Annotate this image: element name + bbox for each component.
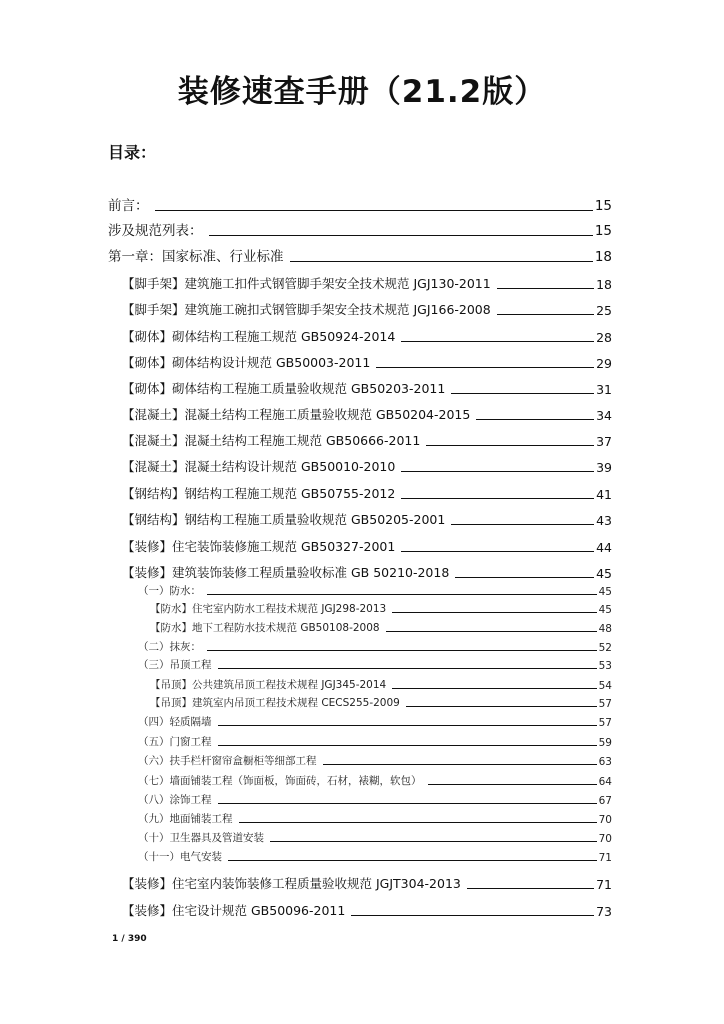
toc-entry-title: 涉及规范列表： bbox=[108, 223, 203, 239]
toc-entry-page: 59 bbox=[598, 737, 612, 749]
toc-entry-title: 【砌体】砌体结构工程施工质量验收规范 GB50203-2011 bbox=[122, 381, 446, 396]
toc-entry[interactable] bbox=[122, 455, 612, 475]
toc-leader-line bbox=[406, 706, 597, 707]
toc-entry[interactable] bbox=[122, 298, 612, 318]
toc-leader-line bbox=[497, 314, 594, 315]
toc-leader-line bbox=[476, 419, 594, 420]
toc-entry-page: 52 bbox=[598, 642, 612, 654]
toc-entry-title: （七）墙面铺装工程（饰面板，饰面砖，石材，裱糊，软包） bbox=[138, 775, 422, 787]
toc-entry-title: 【钢结构】钢结构工程施工规范 GB50755-2012 bbox=[122, 486, 396, 501]
toc-entry[interactable] bbox=[108, 194, 612, 214]
toc-entry[interactable] bbox=[150, 676, 612, 692]
toc-entry-page: 15 bbox=[594, 198, 612, 214]
toc-entry[interactable] bbox=[150, 694, 612, 710]
toc-leader-line bbox=[392, 612, 596, 613]
toc-entry-page: 31 bbox=[596, 382, 612, 397]
toc-heading: 目录： bbox=[108, 143, 157, 162]
toc-leader-line bbox=[451, 393, 594, 394]
toc-leader-line bbox=[218, 803, 597, 804]
toc-leader-line bbox=[270, 841, 597, 842]
toc-entry-page: 64 bbox=[598, 776, 612, 788]
toc-entry-page: 45 bbox=[596, 566, 612, 581]
toc-entry[interactable] bbox=[138, 582, 612, 598]
toc-entry[interactable] bbox=[138, 848, 612, 864]
toc-leader-line bbox=[290, 261, 593, 262]
toc-leader-line bbox=[426, 445, 594, 446]
toc-entry[interactable] bbox=[138, 752, 612, 768]
toc-entry-title: 【混凝土】混凝土结构工程施工质量验收规范 GB50204-2015 bbox=[122, 407, 471, 422]
toc-leader-line bbox=[218, 745, 597, 746]
toc-leader-line bbox=[239, 822, 597, 823]
toc-entry-title: （八）涂饰工程 bbox=[138, 794, 212, 806]
toc-entry[interactable] bbox=[138, 791, 612, 807]
toc-leader-line bbox=[497, 288, 594, 289]
toc-entry-page: 18 bbox=[594, 249, 612, 265]
toc-entry[interactable] bbox=[150, 600, 612, 616]
document-title: 装修速查手册（21.2版） bbox=[177, 74, 547, 110]
page-number: 1 / 390 bbox=[112, 934, 147, 944]
toc-entry-title: 【钢结构】钢结构工程施工质量验收规范 GB50205-2001 bbox=[122, 512, 446, 527]
toc-entry-page: 25 bbox=[596, 303, 612, 318]
toc-entry-title: （十）卫生器具及管道安装 bbox=[138, 832, 264, 844]
toc-entry-page: 73 bbox=[596, 904, 612, 919]
toc-entry-page: 29 bbox=[596, 356, 612, 371]
toc-leader-line bbox=[451, 524, 594, 525]
toc-entry[interactable] bbox=[122, 429, 612, 449]
toc-entry[interactable] bbox=[122, 482, 612, 502]
toc-entry-page: 57 bbox=[598, 717, 612, 729]
toc-entry-title: （十一）电气安装 bbox=[138, 851, 222, 863]
toc-entry-title: 【脚手架】建筑施工扣件式钢管脚手架安全技术规范 JGJ130-2011 bbox=[122, 276, 491, 291]
toc-entry-page: 34 bbox=[596, 408, 612, 423]
toc-entry-title: 第一章：国家标准、行业标准 bbox=[108, 249, 284, 265]
toc-entry-title: （四）轻质隔墙 bbox=[138, 716, 212, 728]
toc-entry-page: 39 bbox=[596, 460, 612, 475]
toc-entry-title: 【砌体】砌体结构设计规范 GB50003-2011 bbox=[122, 355, 371, 370]
toc-entry-page: 18 bbox=[596, 277, 612, 292]
toc-entry-title: （五）门窗工程 bbox=[138, 736, 212, 748]
toc-entry[interactable] bbox=[138, 713, 612, 729]
toc-leader-line bbox=[207, 594, 597, 595]
toc-entry-title: 【混凝土】混凝土结构设计规范 GB50010-2010 bbox=[122, 459, 396, 474]
toc-entry-page: 15 bbox=[594, 223, 612, 239]
toc-leader-line bbox=[228, 860, 597, 861]
toc-entry-title: （二）抹灰： bbox=[138, 641, 201, 653]
toc-entry[interactable] bbox=[138, 638, 612, 654]
toc-leader-line bbox=[401, 341, 594, 342]
toc-entry-title: 【装修】住宅室内装饰装修工程质量验收规范 JGJT304-2013 bbox=[122, 876, 461, 891]
toc-entry-title: 【吊顶】建筑室内吊顶工程技术规程 CECS255-2009 bbox=[150, 697, 400, 709]
toc-entry[interactable] bbox=[138, 656, 612, 672]
toc-entry-title: 【防水】地下工程防水技术规范 GB50108-2008 bbox=[150, 622, 380, 634]
toc-entry-page: 37 bbox=[596, 434, 612, 449]
toc-entry[interactable] bbox=[138, 772, 612, 788]
toc-entry[interactable] bbox=[138, 810, 612, 826]
toc-entry-title: 【砌体】砌体结构工程施工规范 GB50924-2014 bbox=[122, 329, 396, 344]
toc-entry-page: 48 bbox=[598, 623, 612, 635]
toc-entry[interactable] bbox=[122, 272, 612, 292]
toc-entry[interactable] bbox=[122, 351, 612, 371]
toc-entry-page: 70 bbox=[598, 814, 612, 826]
toc-leader-line bbox=[209, 235, 593, 236]
toc-leader-line bbox=[351, 915, 594, 916]
toc-entry-title: 【防水】住宅室内防水工程技术规范 JGJ298-2013 bbox=[150, 603, 387, 615]
toc-entry[interactable] bbox=[150, 619, 612, 635]
toc-entry-page: 53 bbox=[598, 660, 612, 672]
toc-leader-line bbox=[401, 471, 594, 472]
toc-entry-page: 28 bbox=[596, 330, 612, 345]
toc-entry-page: 45 bbox=[598, 604, 612, 616]
toc-entry-title: 【装修】建筑装饰装修工程质量验收标准 GB 50210-2018 bbox=[122, 565, 450, 580]
toc-entry-title: 【吊顶】公共建筑吊顶工程技术规程 JGJ345-2014 bbox=[150, 679, 387, 691]
toc-entry-page: 44 bbox=[596, 540, 612, 555]
toc-entry[interactable] bbox=[122, 325, 612, 345]
toc-entry-title: 【脚手架】建筑施工碗扣式钢管脚手架安全技术规范 JGJ166-2008 bbox=[122, 302, 491, 317]
toc-entry[interactable] bbox=[108, 245, 612, 265]
toc-entry-title: 【装修】住宅设计规范 GB50096-2011 bbox=[122, 903, 346, 918]
toc-entry-title: （六）扶手栏杆窗帘盒橱柜等细部工程 bbox=[138, 755, 317, 767]
toc-entry-page: 54 bbox=[598, 680, 612, 692]
toc-entry-page: 57 bbox=[598, 698, 612, 710]
toc-entry-page: 41 bbox=[596, 487, 612, 502]
toc-entry-title: 前言： bbox=[108, 198, 149, 214]
toc-leader-line bbox=[467, 888, 594, 889]
toc-entry-page: 63 bbox=[598, 756, 612, 768]
toc-leader-line bbox=[392, 688, 596, 689]
toc-entry-page: 45 bbox=[598, 586, 612, 598]
toc-leader-line bbox=[218, 668, 597, 669]
toc-entry-page: 70 bbox=[598, 833, 612, 845]
toc-entry[interactable] bbox=[122, 535, 612, 555]
toc-leader-line bbox=[323, 764, 597, 765]
toc-entry-page: 43 bbox=[596, 513, 612, 528]
toc-leader-line bbox=[376, 367, 594, 368]
toc-entry[interactable] bbox=[122, 872, 612, 892]
toc-entry-title: 【装修】住宅装饰装修施工规范 GB50327-2001 bbox=[122, 539, 396, 554]
toc-entry[interactable] bbox=[122, 377, 612, 397]
toc-entry-page: 71 bbox=[596, 877, 612, 892]
toc-leader-line bbox=[401, 498, 594, 499]
toc-leader-line bbox=[155, 210, 593, 211]
toc-leader-line bbox=[386, 631, 597, 632]
toc-entry[interactable] bbox=[122, 561, 612, 581]
toc-entry-title: （九）地面铺装工程 bbox=[138, 813, 233, 825]
toc-entry[interactable] bbox=[108, 219, 612, 239]
toc-entry-page: 71 bbox=[598, 852, 612, 864]
toc-entry[interactable] bbox=[122, 508, 612, 528]
toc-entry[interactable] bbox=[138, 829, 612, 845]
toc-leader-line bbox=[455, 577, 594, 578]
toc-leader-line bbox=[401, 551, 594, 552]
toc-entry-title: （三）吊顶工程 bbox=[138, 659, 212, 671]
toc-leader-line bbox=[218, 725, 597, 726]
toc-entry-page: 67 bbox=[598, 795, 612, 807]
toc-entry[interactable] bbox=[122, 899, 612, 919]
toc-entry-title: （一）防水： bbox=[138, 585, 201, 597]
toc-entry-title: 【混凝土】混凝土结构工程施工规范 GB50666-2011 bbox=[122, 433, 421, 448]
toc-leader-line bbox=[207, 650, 597, 651]
toc-entry[interactable] bbox=[138, 733, 612, 749]
toc-leader-line bbox=[428, 784, 597, 785]
toc-entry[interactable] bbox=[122, 403, 612, 423]
